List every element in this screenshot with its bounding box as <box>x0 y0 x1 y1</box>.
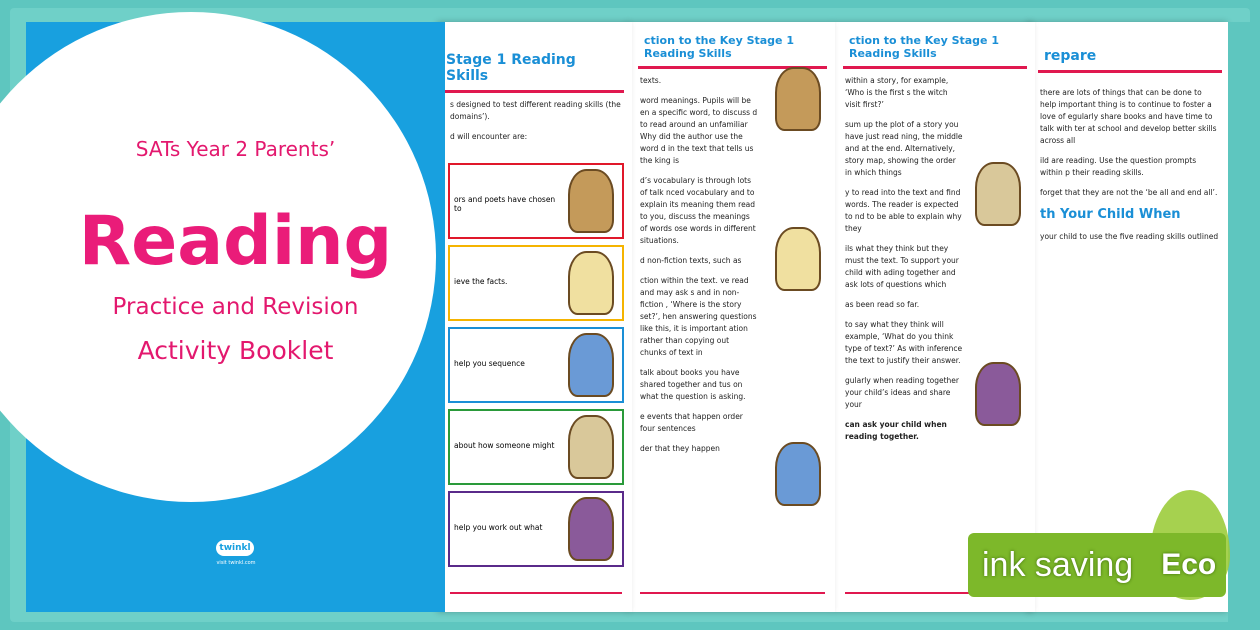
page-1-heading: Stage 1 Reading Skills <box>440 22 624 93</box>
page-3-text: to say what they think will example, ‘What do you think type of text?’ As with inference the text to justify their answer. <box>845 320 963 365</box>
page-2-text: talk about books you have shared together and tus on what the question is asking. <box>640 368 746 401</box>
cover-line-2: Activity Booklet <box>137 336 334 365</box>
cover-title: Reading <box>78 202 393 281</box>
skill-box-text: about how someone might <box>454 441 555 450</box>
skill-box <box>448 491 624 567</box>
page-3-text: y to read into the text and find words. The reader is expected to nd to be able to explain why they <box>845 188 962 233</box>
sniffing-dog-illustration <box>775 227 821 291</box>
page-3 <box>835 22 1035 612</box>
page-3-text: ils what they think but they must the text. To support your child with ading together and ask lots of questions which <box>845 244 959 289</box>
reading-dog-illustration <box>568 169 614 233</box>
skill-box <box>448 409 624 485</box>
page-4-text: forget that they are not the ‘be all and end all’. <box>1040 188 1218 197</box>
cover-url: visit twinkl.com <box>216 560 256 566</box>
page-2-footer <box>640 592 825 598</box>
detective-dog-illustration <box>568 415 614 479</box>
cover-line-1: Practice and Revision <box>112 294 359 320</box>
page-1-intro: d will encounter are: <box>450 132 528 141</box>
page-2 <box>630 22 835 612</box>
skill-box <box>448 327 624 403</box>
page-3-text: can ask your child when reading together. <box>845 420 947 441</box>
ink-saving-label: ink saving <box>982 545 1134 584</box>
page-3-text: as been read so far. <box>845 300 920 309</box>
page-3-heading: ction to the Key Stage 1 Reading Skills <box>843 22 1027 69</box>
twinkl-logo: twinkl <box>216 540 254 556</box>
detective-dog-illustration <box>975 162 1021 226</box>
dog-with-crystal-ball-illustration <box>568 497 614 561</box>
page-4-heading: repare <box>1038 22 1222 73</box>
dog-with-crystal-ball-illustration <box>975 362 1021 426</box>
page-1-footer <box>450 592 622 598</box>
eco-label: Eco <box>1161 548 1217 581</box>
page-4-subheading: th Your Child When <box>1040 207 1181 222</box>
sniffing-dog-illustration <box>568 251 614 315</box>
skill-box <box>448 245 624 321</box>
page-2-text: texts. <box>640 76 662 85</box>
page-4-text: there are lots of things that can be done to help important thing is to continue to foster a love of egularly share books and have time to talk with ter at school and develop better skills across all <box>1040 88 1217 145</box>
reading-dog-illustration <box>775 67 821 131</box>
thinking-dog-illustration <box>568 333 614 397</box>
page-2-text: e events that happen order four sentences <box>640 412 743 433</box>
page-2-text: d non-fiction texts, such as <box>640 256 742 265</box>
ink-saving-badge <box>968 533 1226 597</box>
decorative-fade <box>1228 22 1260 622</box>
page-2-heading: ction to the Key Stage 1 Reading Skills <box>638 22 827 69</box>
thinking-dog-illustration <box>775 442 821 506</box>
page-4-text: ild are reading. Use the question prompts within p their reading skills. <box>1040 156 1197 177</box>
skill-box-text: help you work out what <box>454 523 543 532</box>
skill-box-text: ieve the facts. <box>454 277 508 286</box>
page-3-text: sum up the plot of a story you have just read ning, the middle and at the end. Alternatively, story map, showing the order in which things <box>845 120 963 177</box>
skill-box <box>448 163 624 239</box>
booklet-cover <box>26 22 445 612</box>
page-3-text: gularly when reading together your child’s ideas and share your <box>845 376 959 409</box>
page-1 <box>440 22 632 612</box>
page-2-text: ction within the text. ve read and may ask s and in non-fiction , ‘Where is the story set?’, hen answering questions like this, it is important ation rather than copying out chunks of text in <box>640 276 757 357</box>
page-3-text: within a story, for example, ‘Who is the first s the witch visit first?’ <box>845 76 949 109</box>
cover-subtitle: SATs Year 2 Parents’ <box>135 137 336 161</box>
skill-box-text: ors and poets have chosen to <box>454 195 556 213</box>
page-2-text: word meanings. Pupils will be en a specific word, to discuss d to read around an unfamiliar Why did the author use the word d in the text that tells us the king is <box>640 96 758 165</box>
page-1-intro: s designed to test different reading skills (the domains’). <box>450 100 621 121</box>
page-2-text: d’s vocabulary is through lots of talk nced vocabulary and to explain its meaning them read to you, discuss the meanings of words ose words in different situations. <box>640 176 756 245</box>
page-2-text: der that they happen <box>640 444 720 453</box>
skill-box-text: help you sequence <box>454 359 525 368</box>
page-4-text: your child to use the five reading skills outlined <box>1040 232 1219 241</box>
